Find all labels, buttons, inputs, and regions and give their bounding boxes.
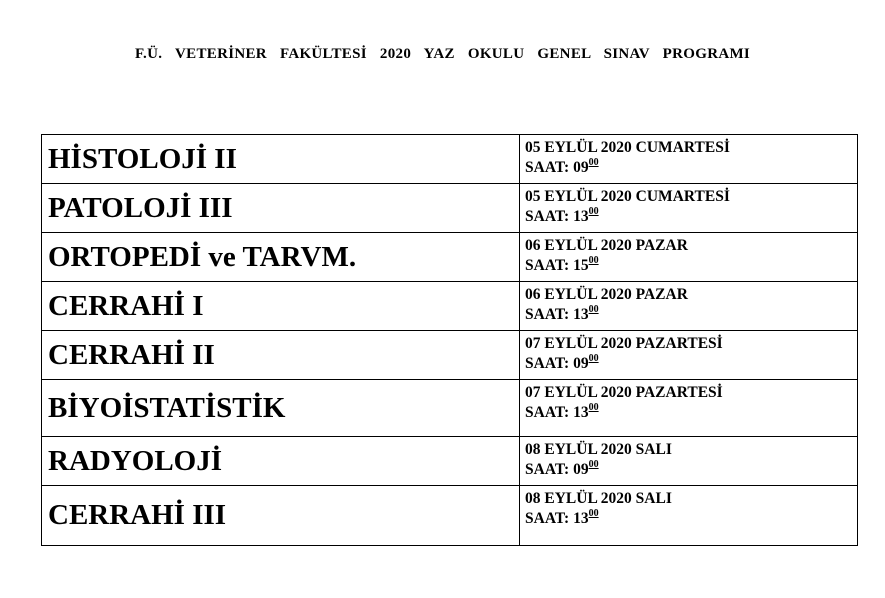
exam-time [525, 207, 857, 227]
exam-time [525, 460, 857, 480]
course-name: PATOLOJİ III [42, 184, 520, 233]
time-hour: 13 [573, 404, 589, 421]
exam-datetime [520, 233, 858, 282]
course-name: RADYOLOJİ [42, 437, 520, 486]
exam-datetime [520, 184, 858, 233]
table-row [42, 184, 858, 233]
exam-date: 06 EYLÜL 2020 PAZAR [525, 286, 688, 303]
time-hour: 09 [573, 461, 589, 478]
exam-time [525, 354, 857, 374]
table-row [42, 233, 858, 282]
time-label: SAAT: [525, 257, 574, 274]
table-row [42, 331, 858, 380]
time-label: SAAT: [525, 306, 574, 323]
course-name: BİYOİSTATİSTİK [42, 380, 520, 437]
exam-time [525, 403, 857, 423]
exam-date: 06 EYLÜL 2020 PAZAR [525, 237, 688, 254]
exam-datetime [520, 380, 858, 437]
time-minute: 00 [588, 304, 599, 315]
table-row [42, 380, 858, 437]
time-hour: 15 [573, 257, 589, 274]
exam-date: 07 EYLÜL 2020 PAZARTESİ [525, 384, 723, 401]
time-hour: 09 [573, 159, 589, 176]
exam-datetime [520, 282, 858, 331]
time-hour: 09 [573, 355, 589, 372]
exam-date: 08 EYLÜL 2020 SALI [525, 490, 672, 507]
exam-datetime [520, 135, 858, 184]
exam-date: 05 EYLÜL 2020 CUMARTESİ [525, 188, 730, 205]
time-label: SAAT: [525, 404, 574, 421]
table-row [42, 437, 858, 486]
time-label: SAAT: [525, 208, 574, 225]
time-minute: 00 [588, 255, 599, 266]
time-minute: 00 [588, 206, 599, 217]
exam-date: 08 EYLÜL 2020 SALI [525, 441, 672, 458]
table-row [42, 135, 858, 184]
time-label: SAAT: [525, 355, 574, 372]
exam-datetime [520, 331, 858, 380]
time-label: SAAT: [525, 510, 574, 527]
time-label: SAAT: [525, 159, 574, 176]
course-name: HİSTOLOJİ II [42, 135, 520, 184]
exam-time [525, 509, 857, 529]
exam-time [525, 158, 857, 178]
exam-time [525, 256, 857, 276]
course-name: CERRAHİ III [42, 486, 520, 546]
table-row [42, 486, 858, 546]
exam-date: 07 EYLÜL 2020 PAZARTESİ [525, 335, 723, 352]
exam-datetime [520, 486, 858, 546]
time-label: SAAT: [525, 461, 574, 478]
document-title: F.Ü. VETERİNER FAKÜLTESİ 2020 YAZ OKULU GENEL SINAV PROGRAMI [134, 46, 751, 62]
table-row [42, 282, 858, 331]
time-minute: 00 [588, 353, 599, 364]
exam-date: 05 EYLÜL 2020 CUMARTESİ [525, 139, 730, 156]
time-minute: 00 [588, 459, 599, 470]
time-minute: 00 [588, 402, 599, 413]
course-name: CERRAHİ I [42, 282, 520, 331]
time-hour: 13 [573, 306, 589, 323]
exam-schedule-table [41, 134, 858, 546]
time-hour: 13 [573, 510, 589, 527]
course-name: ORTOPEDİ ve TARVM. [42, 233, 520, 282]
exam-time [525, 305, 857, 325]
time-minute: 00 [588, 508, 599, 519]
time-minute: 00 [588, 157, 599, 168]
time-hour: 13 [573, 208, 589, 225]
exam-datetime [520, 437, 858, 486]
course-name: CERRAHİ II [42, 331, 520, 380]
